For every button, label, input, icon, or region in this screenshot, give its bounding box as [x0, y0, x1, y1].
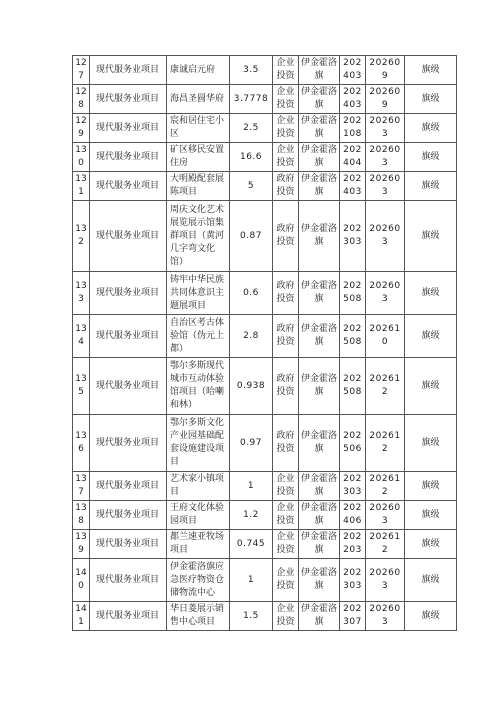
table-body: [73, 56, 457, 631]
project-name-cell: 王府文化体验园项目: [167, 501, 230, 530]
table-row: [73, 172, 457, 201]
start-date-cell: 202303: [340, 559, 366, 602]
investment-cell: 3.5: [230, 56, 273, 85]
end-date-cell: 202612: [366, 415, 405, 472]
investment-type-cell: 政府投资: [273, 415, 299, 472]
end-date-cell: 202603: [366, 143, 405, 172]
level-cell: 旗级: [405, 315, 457, 358]
end-date-cell: 202603: [366, 602, 405, 631]
investment-type-cell: 企业投资: [273, 559, 299, 602]
location-cell: 伊金霍洛旗: [299, 56, 340, 85]
location-cell: 伊金霍洛旗: [299, 530, 340, 559]
location-cell: 伊金霍洛旗: [299, 201, 340, 272]
row-number-cell: 129: [73, 114, 90, 143]
end-date-cell: 202612: [366, 472, 405, 501]
investment-type-cell: 政府投资: [273, 272, 299, 315]
location-cell: 伊金霍洛旗: [299, 559, 340, 602]
end-date-cell: 202603: [366, 272, 405, 315]
level-cell: 旗级: [405, 143, 457, 172]
location-cell: 伊金霍洛旗: [299, 272, 340, 315]
end-date-cell: 202612: [366, 358, 405, 415]
end-date-cell: 202603: [366, 114, 405, 143]
start-date-cell: 202403: [340, 85, 366, 114]
level-cell: 旗级: [405, 501, 457, 530]
category-cell: 现代服务业项目: [90, 172, 167, 201]
investment-cell: 2.8: [230, 315, 273, 358]
table-row: [73, 501, 457, 530]
investment-type-cell: 企业投资: [273, 472, 299, 501]
investment-cell: 0.745: [230, 530, 273, 559]
level-cell: 旗级: [405, 172, 457, 201]
project-name-cell: 大明殿配套展陈项目: [167, 172, 230, 201]
end-date-cell: 202603: [366, 201, 405, 272]
row-number-cell: 133: [73, 272, 90, 315]
investment-type-cell: 企业投资: [273, 501, 299, 530]
level-cell: 旗级: [405, 85, 457, 114]
row-number-cell: 137: [73, 472, 90, 501]
location-cell: 伊金霍洛旗: [299, 602, 340, 631]
row-number-cell: 128: [73, 85, 90, 114]
location-cell: 伊金霍洛旗: [299, 85, 340, 114]
investment-type-cell: 政府投资: [273, 172, 299, 201]
investment-type-cell: 企业投资: [273, 114, 299, 143]
investment-cell: 1: [230, 472, 273, 501]
table-row: [73, 143, 457, 172]
investment-type-cell: 政府投资: [273, 358, 299, 415]
end-date-cell: 202603: [366, 501, 405, 530]
investment-cell: 1.2: [230, 501, 273, 530]
category-cell: 现代服务业项目: [90, 602, 167, 631]
investment-cell: 16.6: [230, 143, 273, 172]
table-row: [73, 56, 457, 85]
table-row: [73, 201, 457, 272]
category-cell: 现代服务业项目: [90, 315, 167, 358]
project-table: [72, 55, 457, 631]
investment-cell: 1: [230, 559, 273, 602]
category-cell: 现代服务业项目: [90, 114, 167, 143]
project-name-cell: 华日菱展示销售中心项目: [167, 602, 230, 631]
start-date-cell: 202303: [340, 201, 366, 272]
table-row: [73, 272, 457, 315]
start-date-cell: 202406: [340, 501, 366, 530]
project-name-cell: 都兰速亚牧场项目: [167, 530, 230, 559]
project-name-cell: 矿区移民安置住房: [167, 143, 230, 172]
category-cell: 现代服务业项目: [90, 559, 167, 602]
project-name-cell: 自治区考古体验馆（伪元上都）: [167, 315, 230, 358]
row-number-cell: 139: [73, 530, 90, 559]
row-number-cell: 130: [73, 143, 90, 172]
row-number-cell: 131: [73, 172, 90, 201]
level-cell: 旗级: [405, 559, 457, 602]
table-row: [73, 415, 457, 472]
location-cell: 伊金霍洛旗: [299, 358, 340, 415]
row-number-cell: 138: [73, 501, 90, 530]
location-cell: 伊金霍洛旗: [299, 114, 340, 143]
row-number-cell: 140: [73, 559, 90, 602]
project-name-cell: 康诚启元府: [167, 56, 230, 85]
project-name-cell: 海昌圣圆华府: [167, 85, 230, 114]
table-row: [73, 358, 457, 415]
investment-type-cell: 政府投资: [273, 315, 299, 358]
investment-cell: 2.5: [230, 114, 273, 143]
level-cell: 旗级: [405, 472, 457, 501]
end-date-cell: 202603: [366, 559, 405, 602]
table-row: [73, 472, 457, 501]
category-cell: 现代服务业项目: [90, 472, 167, 501]
end-date-cell: 202612: [366, 530, 405, 559]
start-date-cell: 202508: [340, 272, 366, 315]
investment-type-cell: 企业投资: [273, 602, 299, 631]
level-cell: 旗级: [405, 415, 457, 472]
row-number-cell: 134: [73, 315, 90, 358]
level-cell: 旗级: [405, 114, 457, 143]
start-date-cell: 202108: [340, 114, 366, 143]
investment-type-cell: 政府投资: [273, 201, 299, 272]
location-cell: 伊金霍洛旗: [299, 472, 340, 501]
level-cell: 旗级: [405, 56, 457, 85]
end-date-cell: 202609: [366, 85, 405, 114]
project-name-cell: 鄂尔多斯现代城市互动体验馆项目（哈喇和林）: [167, 358, 230, 415]
start-date-cell: 202303: [340, 472, 366, 501]
start-date-cell: 202508: [340, 315, 366, 358]
category-cell: 现代服务业项目: [90, 201, 167, 272]
investment-cell: 1.5: [230, 602, 273, 631]
row-number-cell: 141: [73, 602, 90, 631]
table-row: [73, 315, 457, 358]
investment-cell: 3.7778: [230, 85, 273, 114]
start-date-cell: 202404: [340, 143, 366, 172]
start-date-cell: 202203: [340, 530, 366, 559]
level-cell: 旗级: [405, 602, 457, 631]
level-cell: 旗级: [405, 201, 457, 272]
row-number-cell: 132: [73, 201, 90, 272]
project-name-cell: 艺术家小镇项目: [167, 472, 230, 501]
start-date-cell: 202307: [340, 602, 366, 631]
investment-cell: 5: [230, 172, 273, 201]
investment-type-cell: 企业投资: [273, 530, 299, 559]
investment-type-cell: 企业投资: [273, 85, 299, 114]
investment-type-cell: 企业投资: [273, 143, 299, 172]
project-name-cell: 铸牢中华民族共同体意识主题展项目: [167, 272, 230, 315]
level-cell: 旗级: [405, 272, 457, 315]
level-cell: 旗级: [405, 358, 457, 415]
category-cell: 现代服务业项目: [90, 501, 167, 530]
start-date-cell: 202403: [340, 56, 366, 85]
location-cell: 伊金霍洛旗: [299, 172, 340, 201]
table-row: [73, 85, 457, 114]
investment-cell: 0.97: [230, 415, 273, 472]
project-name-cell: 宸和居住宅小区: [167, 114, 230, 143]
start-date-cell: 202506: [340, 415, 366, 472]
level-cell: 旗级: [405, 530, 457, 559]
location-cell: 伊金霍洛旗: [299, 315, 340, 358]
category-cell: 现代服务业项目: [90, 272, 167, 315]
category-cell: 现代服务业项目: [90, 530, 167, 559]
location-cell: 伊金霍洛旗: [299, 501, 340, 530]
table-row: [73, 114, 457, 143]
project-name-cell: 鄂尔多斯文化产业园基础配套设施建设项目: [167, 415, 230, 472]
row-number-cell: 136: [73, 415, 90, 472]
category-cell: 现代服务业项目: [90, 85, 167, 114]
category-cell: 现代服务业项目: [90, 143, 167, 172]
table-row: [73, 602, 457, 631]
start-date-cell: 202403: [340, 172, 366, 201]
row-number-cell: 135: [73, 358, 90, 415]
investment-cell: 0.87: [230, 201, 273, 272]
project-name-cell: 伊金霍洛旗应急医疗物资仓储物流中心: [167, 559, 230, 602]
row-number-cell: 127: [73, 56, 90, 85]
project-name-cell: 周庆文化艺术展览展示馆集群项目（黄河几字弯文化馆）: [167, 201, 230, 272]
end-date-cell: 202603: [366, 172, 405, 201]
investment-cell: 0.938: [230, 358, 273, 415]
table-row: [73, 559, 457, 602]
table-row: [73, 530, 457, 559]
end-date-cell: 202610: [366, 315, 405, 358]
investment-type-cell: 企业投资: [273, 56, 299, 85]
location-cell: 伊金霍洛旗: [299, 143, 340, 172]
location-cell: 伊金霍洛旗: [299, 415, 340, 472]
investment-cell: 0.6: [230, 272, 273, 315]
start-date-cell: 202508: [340, 358, 366, 415]
category-cell: 现代服务业项目: [90, 56, 167, 85]
category-cell: 现代服务业项目: [90, 358, 167, 415]
category-cell: 现代服务业项目: [90, 415, 167, 472]
end-date-cell: 202609: [366, 56, 405, 85]
